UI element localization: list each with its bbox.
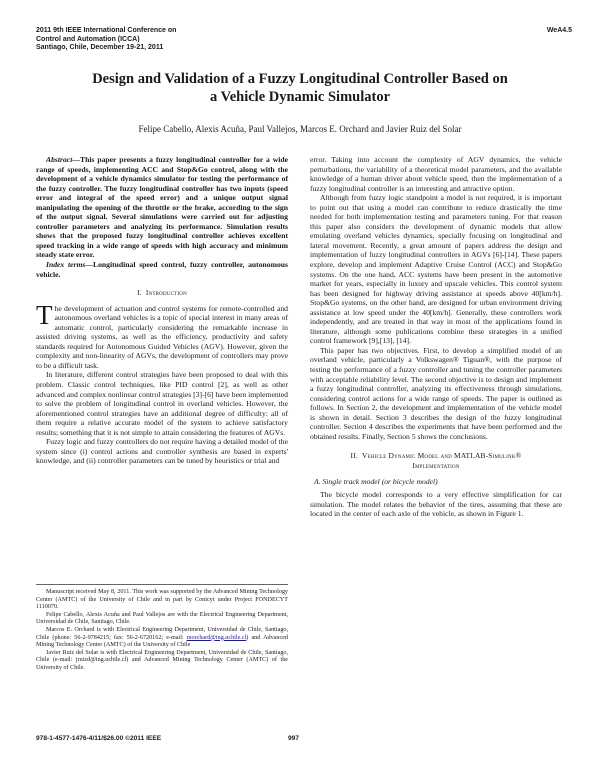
body-paragraph: error. Taking into account the complexity of AGV dynamics, the vehicle perturbations, the variability of a theoretical model parameters, and the available knowledge of a human driver about vehicle speed, then the implementation of a fuzzy longitudinal controller is an interesting and attractive option. bbox=[310, 155, 562, 193]
conference-name-line2: Control and Automation (ICCA) bbox=[36, 35, 140, 43]
footnote-authors: Felipe Cabello, Alexis Acuña and Paul Vallejos are with the Electrical Engineering Department, Universidad de Chile, Santiago, Chile. bbox=[36, 611, 288, 626]
footnote-ruiz: Javier Ruiz del Solar is with Electrical Engineering Department, Universidad de Chile, Santiago, Chile (e-mail: jruizd@ing.uchile.cl) and Advanced Mining Technology Center (AMTC) of the University of Chile. bbox=[36, 649, 288, 671]
section-number: I. bbox=[137, 288, 142, 298]
paper-title-line2: a Vehicle Dynamic Simulator bbox=[209, 89, 391, 105]
footnotes bbox=[36, 584, 288, 673]
right-column bbox=[310, 155, 562, 519]
page-number: 997 bbox=[288, 735, 300, 742]
body-paragraph: Although from fuzzy logic standpoint a model is not required, it is important to point out that using a model can contribute to reduce drastically the time needed for both implementation testing and parameters tuning. For that reason this paper also considers the development of dynamic models that allow emulating overland vehicles dynamics, specially focusing on longitudinal and lateral movement. Recently, a great amount of papers address the design and implementation of fuzzy longitudinal controllers in AGVs [6]-[14]. These papers explore, develop and implement Adaptive Cruise Control (ACC) and Stop&Go systems. On the one hand, ACC systems have been present in the automotive market for years, especially in luxury and upscale vehicles. This control system has been designed for highway driving assistance at speeds above 40[km/h]. Stop&Go systems, on the other hand, are designed for urban environment driving assistance at low speed under the 40[km/h]. Generally, these controllers work independently, and are treated in that way in most of the applications found in literature, although some publications combine these strategies in a unified control framework [9],[13], [14]. bbox=[310, 193, 562, 346]
abstract-label: Abstract bbox=[46, 155, 73, 164]
abstract bbox=[36, 155, 288, 260]
subsection-heading: A. Single track model (or bicycle model) bbox=[314, 476, 438, 486]
paper-title bbox=[40, 70, 560, 106]
body-paragraph: The bicycle model corresponds to a very effective simplification for car simulation. The model relates the behavior of the tires, assuming that these are located in the center of each axle of the vehicle, as shown in Figure 1. bbox=[310, 490, 562, 519]
footnote-manuscript: Manuscript received May 8, 2011. This work was supported by the Advanced Mining Technology Center (AMTC) of the University of Chile and in part by Conicyt under Project FONDECYT 1110070. bbox=[36, 589, 288, 611]
intro-paragraph: The development of actuation and control systems for remote-controlled and autonomous overland vehicles is a topic of special interest in many areas of automatic control, particularly considering the remarkable increase in assisted driving systems, as well as the efficiency, productivity and safety standards required for Autonomous Guided Vehicles (AGV). However, given the complexity and non-linearity of AGVs, the development of controllers may prove to be a difficult task. bbox=[36, 299, 288, 370]
paper-title-line1: Design and Validation of a Fuzzy Longitudinal Controller Based on bbox=[92, 71, 508, 87]
left-column bbox=[36, 155, 288, 466]
body-paragraph: This paper has two objectives. First, to develop a simplified model of an overland vehicle, particularly a Volkswagen® Tiguan®, with the purpose of testing the performance of a fuzzy controller and tuning the controller parameters with acceptable reliability level. The second objective is to design and implement a fuzzy longitudinal controller, analyzing its effectiveness through simulations, considering control actions for a wide range of speeds. The paper is outlined as follows. In Section 2, the development and implementation of the vehicle model is shown in detail. Section 3 describes the design of the fuzzy longitudinal controller. Section 4 describes the experiments that have been performed and the obtained results. Finally, Section 5 shows the conclusions. bbox=[310, 345, 562, 441]
index-terms-label: Index terms bbox=[46, 260, 86, 270]
index-terms bbox=[36, 260, 288, 279]
footnote-orchard-text: Marcos E. Orchard is with Electrical Engineering Department, Universidad de Chile, Santiago, Chile (phone: 56-2-9784215; fax: 56-2-6720162; e-mail: bbox=[36, 626, 288, 641]
email-link[interactable]: morchard@ing.uchile.cl bbox=[186, 634, 247, 641]
section-heading-line2: Implementation bbox=[412, 460, 460, 470]
footnote-orchard bbox=[36, 627, 288, 650]
section-title: Vehicle Dynamic Model and MATLAB-Simulink® bbox=[362, 451, 522, 461]
conference-header bbox=[36, 27, 176, 53]
section-heading-vehicle-model bbox=[310, 451, 562, 470]
author-list: Felipe Cabello, Alexis Acuña, Paul Vallejos, Marcos E. Orchard and Javier Ruiz del Solar bbox=[138, 124, 462, 134]
abstract-text: —This paper presents a fuzzy longitudinal controller for a wide range of speeds, implementing ACC and Stop&Go control, along with the development of a vehicle dynamics simulator for testing the performance of the fuzzy controller. The fuzzy longitudinal controller has two inputs (speed error and integral of the speed error) and a unique output signal manipulating the opening of the throttle or the brake, according to the sign of the output signal. Several simulations were carried out for adjusting controller parameters and analyzing its performance. Simulation results shows that the proposed fuzzy longitudinal controller achieves excellent speed tracking in a wide range of speeds with high accuracy and minimum steady state error. bbox=[36, 155, 288, 260]
intro-paragraph: Fuzzy logic and fuzzy controllers do not require having a detailed model of the system since (i) control actions and controller synthesis are based in experts' knowledge, and (ii) controller parameters can be tuned by heuristics or trial and bbox=[36, 437, 288, 466]
section-heading-line1 bbox=[310, 451, 562, 461]
conference-name-line1: 2011 9th IEEE International Conference on bbox=[36, 27, 177, 34]
section-number: II. bbox=[350, 451, 358, 461]
section-title: Introduction bbox=[145, 288, 187, 298]
intro-paragraph: In literature, different control strategies have been proposed to deal with this problem. Classic control techniques, like PID control [2], as well as other advanced and complex nonlinear control strategies [3]-[6] have been implemented to solve the problem of longitudinal control in overland vehicles. However, the aforementioned control strategies have an additional degree of difficulty: all of them require a relative accurate model of the system to achieve satisfactory results; something that it is not simple to attain considering the features of AGVs. bbox=[36, 370, 288, 437]
paper-id: WeA4.5 bbox=[546, 27, 572, 34]
index-terms-text: —Longitudinal speed control, fuzzy controller, autonomous vehicle. bbox=[36, 260, 288, 279]
section-heading-introduction bbox=[36, 288, 288, 298]
footnote-orchard-affil: ) and Advanced Mining Technology Center (AMTC) of the University of Chile bbox=[36, 634, 288, 649]
conference-location-date: Santiago, Chile, December 19-21, 2011 bbox=[36, 44, 164, 52]
footer-isbn: 978-1-4577-1476-4/11/$26.00 ©2011 IEEE bbox=[36, 735, 162, 742]
